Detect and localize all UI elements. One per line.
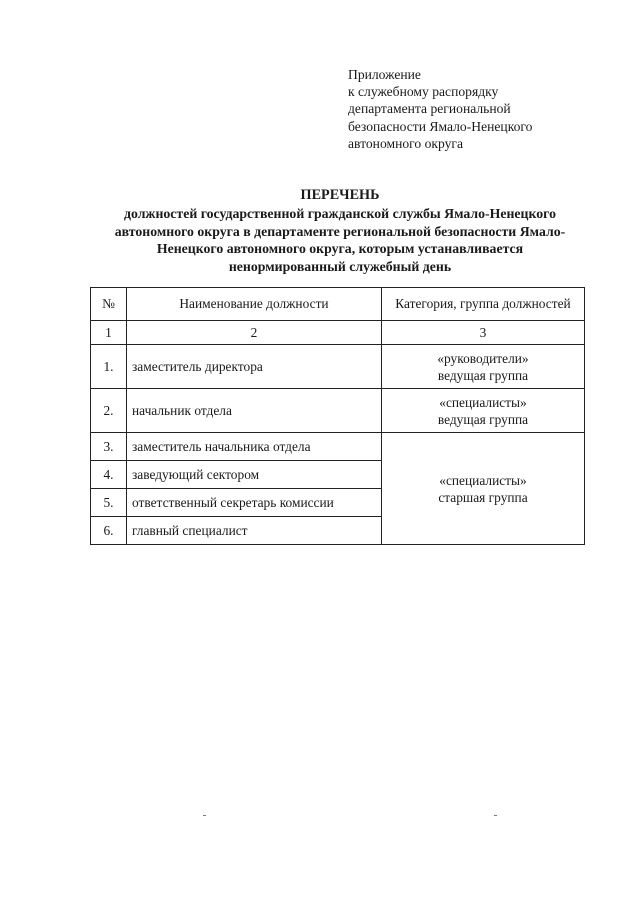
table-row	[91, 345, 585, 389]
appendix-line: автономного округа	[348, 135, 464, 151]
header-category: Категория, группа должностей	[382, 288, 585, 321]
position-name: заведующий сектором	[127, 461, 382, 489]
appendix-line: департамента региональной	[348, 101, 511, 117]
column-index-cell: 2	[127, 321, 382, 345]
row-number: 1.	[91, 345, 127, 389]
title-line: должностей государственной гражданской службы Ямало-Ненецкого	[124, 206, 556, 222]
appendix-line: Приложение	[348, 67, 421, 82]
row-number: 6.	[91, 517, 127, 545]
category-name: «специалисты»	[439, 472, 527, 488]
row-number: 4.	[91, 461, 127, 489]
category-name: «специалисты»	[439, 394, 527, 410]
row-number: 3.	[91, 433, 127, 461]
column-index-row	[91, 321, 585, 345]
positions-table	[90, 287, 585, 545]
column-index-cell: 3	[382, 321, 585, 345]
category-cell-merged	[382, 433, 585, 545]
category-cell	[382, 345, 585, 389]
appendix-note	[348, 66, 532, 152]
row-number: 2.	[91, 389, 127, 433]
position-name: заместитель начальника отдела	[127, 433, 382, 461]
table-header-row	[91, 288, 585, 321]
title-line: Ненецкого автономного округа, которым устанавливается	[156, 241, 524, 257]
appendix-line: безопасности Ямало-Ненецкого	[348, 118, 533, 134]
column-index-cell: 1	[91, 321, 127, 345]
table-row	[91, 433, 585, 461]
position-name: заместитель директора	[127, 345, 382, 389]
category-cell	[382, 389, 585, 433]
position-name: начальник отдела	[127, 389, 382, 433]
title-line: автономного округа в департаменте региональной безопасности Ямало-	[114, 223, 566, 239]
category-name: «руководители»	[437, 350, 529, 366]
header-number: №	[91, 288, 127, 321]
row-number: 5.	[91, 489, 127, 517]
title-line: ненормированный служебный день	[228, 258, 452, 274]
position-name: ответственный секретарь комиссии	[127, 489, 382, 517]
table-row	[91, 389, 585, 433]
appendix-line: к служебному распорядку	[348, 84, 499, 100]
scan-artifact	[494, 815, 497, 816]
scan-artifact	[203, 815, 206, 816]
position-name: главный специалист	[127, 517, 382, 545]
category-group: ведущая группа	[437, 367, 529, 383]
header-position: Наименование должности	[127, 288, 382, 321]
document-title	[80, 187, 600, 275]
title-heading: ПЕРЕЧЕНЬ	[300, 187, 380, 203]
category-group: ведущая группа	[437, 411, 529, 427]
category-group: старшая группа	[438, 489, 528, 505]
